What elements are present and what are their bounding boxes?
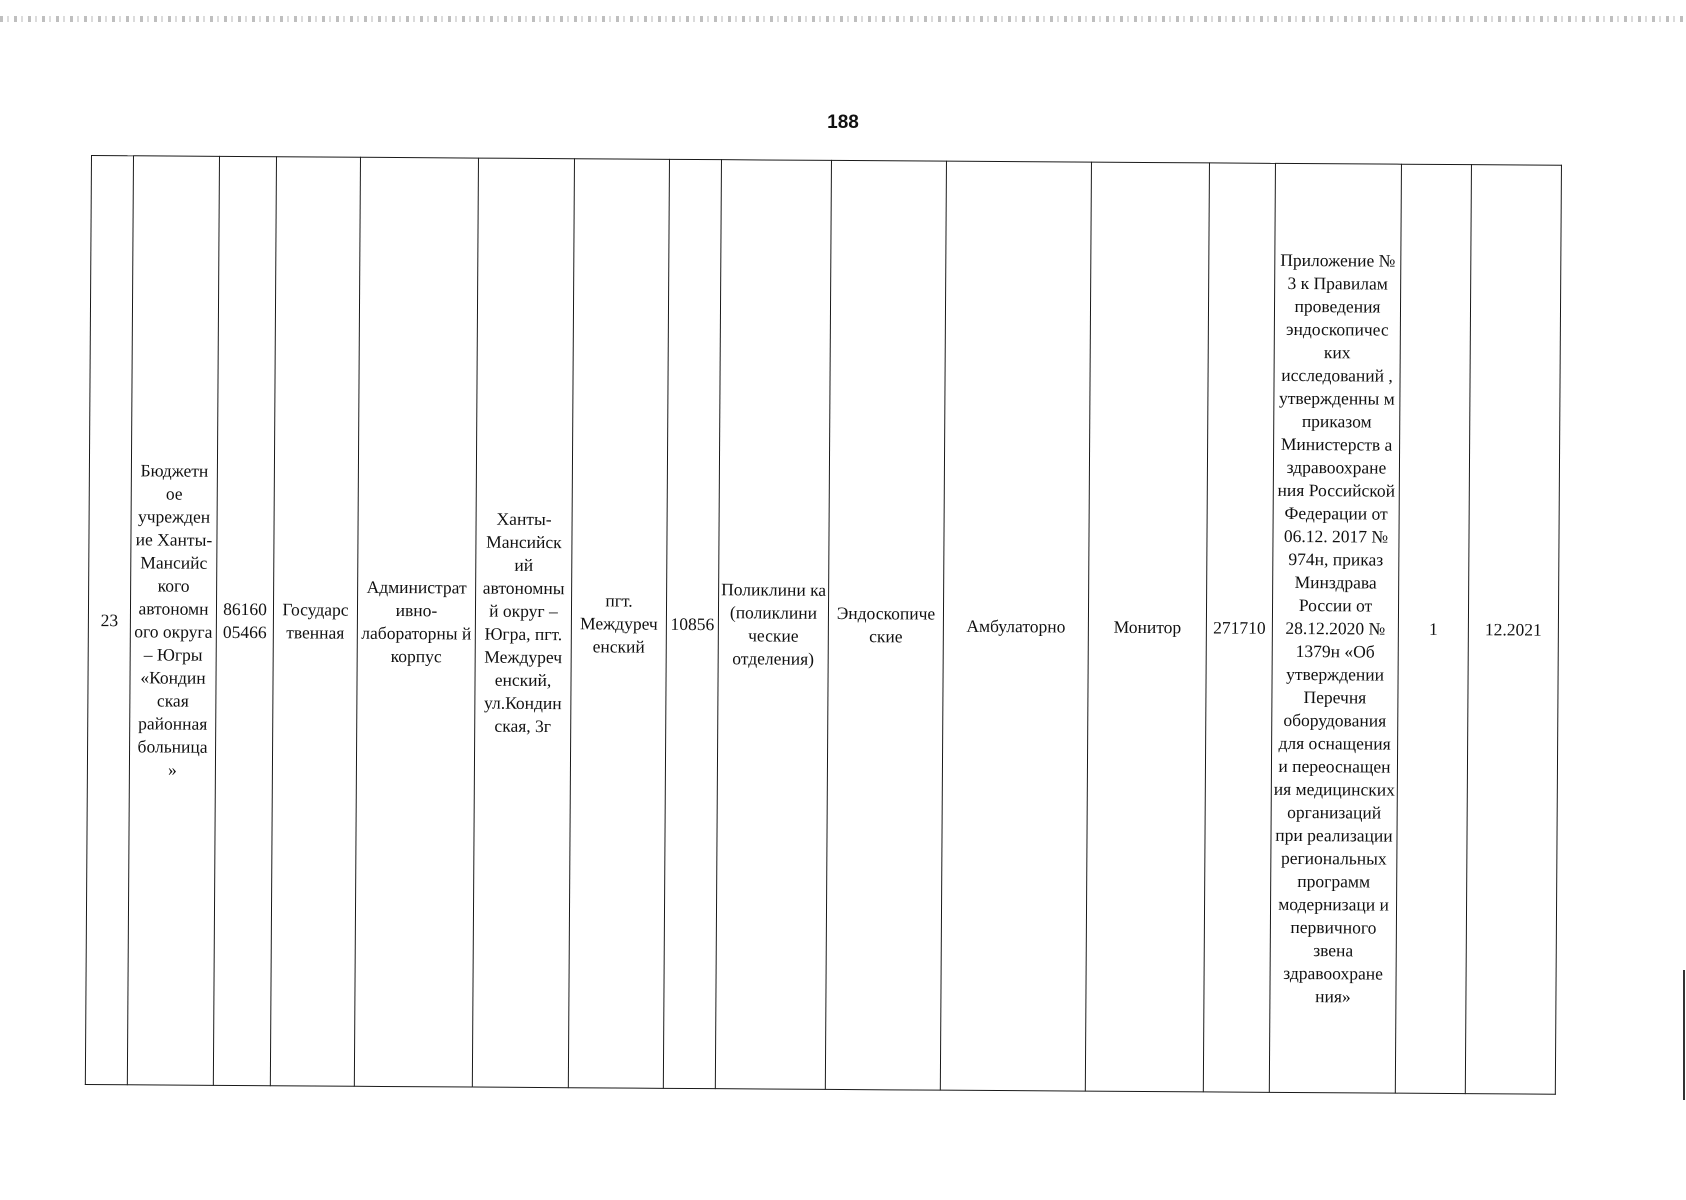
table-row	[85, 156, 1561, 1095]
equipment-name-cell: Монитор	[1085, 162, 1209, 1092]
building-cell: Администрат ивно-лабораторны й корпус	[354, 157, 478, 1087]
delivery-date-cell: 12.2021	[1465, 165, 1561, 1095]
quantity-cell: 1	[1395, 164, 1471, 1093]
care-condition-cell: Амбулаторно	[940, 161, 1091, 1091]
code-cell: 10856	[663, 159, 721, 1088]
address-cell: Ханты-Мансийск ий автономны й округ – Югра, пгт. Междуреч енский, ул.Кондин ская, 3г	[472, 158, 574, 1088]
equipment-code-cell: 271710	[1203, 163, 1275, 1092]
profile-cell: Эндоскопиче ские	[825, 160, 946, 1090]
legal-basis-cell: Приложение № 3 к Правилам проведения эндоскопичес ких исследований , утвержденны м приказом Министерств а здравоохране ния Российской Федерации от 06.12. 2017 № 974н, приказ Минздрава России от 28.12.2020 № 1379н «Об утверждении Перечня оборудования для оснащения и переоснащен ия медицинских организаций при реализации региональных программ модернизаци и первичного звена здравоохране ния»	[1269, 163, 1401, 1093]
unit-cell: Поликлини ка (поликлини ческие отделения)	[715, 160, 831, 1090]
inn-cell: 86160 05466	[213, 156, 276, 1085]
scan-top-edge	[0, 16, 1686, 22]
equipment-registry-table	[85, 155, 1562, 1095]
organization-name-cell: Бюджетн ое учрежден ие Ханты-Мансийс кого автономн ого округа – Югры «Кондин ская районная больница »	[127, 156, 219, 1086]
settlement-cell: пгт. Междуреч енский	[568, 159, 669, 1089]
page-number: 188	[827, 112, 859, 133]
scan-edge-mark	[1683, 970, 1685, 1100]
row-number-cell: 23	[85, 156, 133, 1085]
ownership-form-cell: Государс твенная	[270, 157, 360, 1087]
